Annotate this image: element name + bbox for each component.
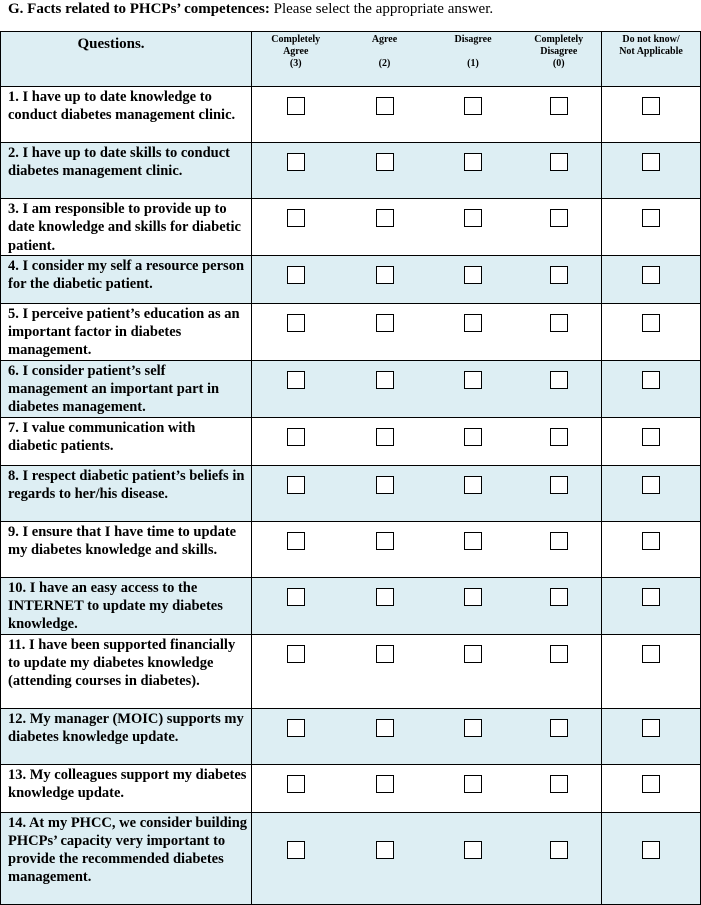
question-text: 3. I am responsible to provide up to date knowledge and skills for diabetic patient. [1, 199, 252, 256]
questions-column-header: Questions. [1, 32, 252, 87]
agree-checkbox[interactable] [376, 775, 394, 793]
agree-cell [340, 764, 430, 812]
disagree-cell [430, 255, 517, 303]
agree-cell [340, 255, 430, 303]
agree-cell [340, 143, 430, 199]
completely-disagree-checkbox[interactable] [550, 719, 568, 737]
dont-know-checkbox[interactable] [642, 588, 660, 606]
agree-cell [340, 303, 430, 360]
disagree-label: Disagree [454, 34, 492, 45]
dont-know-cell [602, 417, 701, 465]
completely-disagree-checkbox[interactable] [550, 153, 568, 171]
disagree-checkbox[interactable] [464, 532, 482, 550]
question-text: 14. At my PHCC, we consider building PHCPs’ capacity very important to provide the recommended diabetes management. [1, 812, 252, 904]
agree-checkbox[interactable] [376, 476, 394, 494]
agree-cell [340, 199, 430, 256]
question-row [1, 303, 701, 360]
question-row [1, 465, 701, 521]
agree-cell [340, 521, 430, 577]
agree-cell [340, 634, 430, 708]
dont-know-checkbox[interactable] [642, 775, 660, 793]
disagree-cell [430, 87, 517, 143]
completely-agree-label: Completely Agree [271, 34, 321, 57]
completely-agree-checkbox[interactable] [287, 775, 305, 793]
question-text: 7. I value communication with diabetic patients. [1, 417, 252, 465]
disagree-cell [430, 360, 517, 417]
disagree-cell [430, 577, 517, 634]
completely-disagree-checkbox[interactable] [550, 371, 568, 389]
completely-disagree-header [517, 32, 602, 87]
completely-disagree-checkbox[interactable] [550, 476, 568, 494]
disagree-checkbox[interactable] [464, 209, 482, 227]
dont-know-cell [602, 812, 701, 904]
question-row [1, 360, 701, 417]
disagree-checkbox[interactable] [464, 153, 482, 171]
completely-agree-cell [252, 577, 340, 634]
question-row [1, 634, 701, 708]
question-text: 1. I have up to date knowledge to conduct diabetes management clinic. [1, 87, 252, 143]
dont-know-checkbox[interactable] [642, 97, 660, 115]
question-row [1, 764, 701, 812]
completely-disagree-cell [517, 87, 602, 143]
disagree-score: (1) [467, 58, 479, 69]
question-text: 11. I have been supported financially to update my diabetes knowledge (attending courses in diabetes). [1, 634, 252, 708]
completely-agree-checkbox[interactable] [287, 266, 305, 284]
completely-agree-checkbox[interactable] [287, 97, 305, 115]
agree-cell [340, 417, 430, 465]
agree-checkbox[interactable] [376, 371, 394, 389]
completely-agree-cell [252, 360, 340, 417]
dont-know-cell [602, 199, 701, 256]
agree-checkbox[interactable] [376, 645, 394, 663]
agree-cell [340, 812, 430, 904]
completely-agree-checkbox[interactable] [287, 588, 305, 606]
completely-agree-checkbox[interactable] [287, 428, 305, 446]
dont-know-checkbox[interactable] [642, 153, 660, 171]
question-row [1, 577, 701, 634]
completely-disagree-cell [517, 521, 602, 577]
completely-agree-checkbox[interactable] [287, 719, 305, 737]
section-heading [8, 0, 493, 18]
question-text: 10. I have an easy access to the INTERNET to update my diabetes knowledge. [1, 577, 252, 634]
completely-agree-cell [252, 303, 340, 360]
completely-agree-header [252, 32, 340, 87]
completely-agree-checkbox[interactable] [287, 532, 305, 550]
dont-know-cell [602, 255, 701, 303]
agree-checkbox[interactable] [376, 532, 394, 550]
disagree-checkbox[interactable] [464, 775, 482, 793]
dont-know-cell [602, 634, 701, 708]
completely-agree-cell [252, 87, 340, 143]
dont-know-cell [602, 764, 701, 812]
question-text: 13. My colleagues support my diabetes knowledge update. [1, 764, 252, 812]
completely-disagree-checkbox[interactable] [550, 314, 568, 332]
header-row [1, 32, 701, 87]
disagree-cell [430, 143, 517, 199]
disagree-header [430, 32, 517, 87]
disagree-cell [430, 199, 517, 256]
dont-know-cell [602, 465, 701, 521]
completely-agree-cell [252, 143, 340, 199]
competences-table [0, 31, 701, 905]
dont-know-cell [602, 521, 701, 577]
completely-agree-cell [252, 521, 340, 577]
completely-disagree-cell [517, 465, 602, 521]
disagree-checkbox[interactable] [464, 266, 482, 284]
completely-agree-cell [252, 634, 340, 708]
dont-know-checkbox[interactable] [642, 476, 660, 494]
agree-checkbox[interactable] [376, 719, 394, 737]
completely-disagree-cell [517, 812, 602, 904]
dont-know-checkbox[interactable] [642, 428, 660, 446]
agree-header [340, 32, 430, 87]
dont-know-label: Do not know/ Not Applicable [619, 34, 683, 57]
completely-agree-cell [252, 764, 340, 812]
question-row [1, 708, 701, 764]
completely-disagree-cell [517, 360, 602, 417]
disagree-cell [430, 303, 517, 360]
disagree-checkbox[interactable] [464, 645, 482, 663]
question-text: 4. I consider my self a resource person for the diabetic patient. [1, 255, 252, 303]
dont-know-checkbox[interactable] [642, 841, 660, 859]
completely-agree-cell [252, 417, 340, 465]
completely-agree-cell [252, 708, 340, 764]
question-row [1, 143, 701, 199]
agree-cell [340, 465, 430, 521]
disagree-checkbox[interactable] [464, 371, 482, 389]
dont-know-cell [602, 708, 701, 764]
completely-disagree-checkbox[interactable] [550, 266, 568, 284]
completely-disagree-cell [517, 199, 602, 256]
completely-agree-checkbox[interactable] [287, 476, 305, 494]
completely-disagree-cell [517, 764, 602, 812]
agree-cell [340, 87, 430, 143]
question-row [1, 417, 701, 465]
completely-disagree-checkbox[interactable] [550, 209, 568, 227]
agree-label: Agree [371, 34, 398, 45]
dont-know-checkbox[interactable] [642, 532, 660, 550]
question-text: 9. I ensure that I have time to update my diabetes knowledge and skills. [1, 521, 252, 577]
disagree-checkbox[interactable] [464, 719, 482, 737]
disagree-cell [430, 417, 517, 465]
dont-know-checkbox[interactable] [642, 314, 660, 332]
question-text: 2. I have up to date skills to conduct diabetes management clinic. [1, 143, 252, 199]
completely-agree-checkbox[interactable] [287, 645, 305, 663]
disagree-checkbox[interactable] [464, 314, 482, 332]
completely-disagree-checkbox[interactable] [550, 775, 568, 793]
agree-checkbox[interactable] [376, 266, 394, 284]
disagree-checkbox[interactable] [464, 588, 482, 606]
completely-agree-score: (3) [289, 58, 302, 69]
disagree-checkbox[interactable] [464, 476, 482, 494]
dont-know-checkbox[interactable] [642, 645, 660, 663]
question-text: 5. I perceive patient’s education as an important factor in diabetes management. [1, 303, 252, 360]
agree-cell [340, 708, 430, 764]
completely-disagree-checkbox[interactable] [550, 588, 568, 606]
completely-disagree-cell [517, 255, 602, 303]
completely-disagree-cell [517, 634, 602, 708]
agree-cell [340, 577, 430, 634]
dont-know-cell [602, 303, 701, 360]
dont-know-cell [602, 87, 701, 143]
completely-disagree-cell [517, 143, 602, 199]
completely-disagree-cell [517, 577, 602, 634]
agree-cell [340, 360, 430, 417]
dont-know-header [602, 32, 701, 87]
dont-know-cell [602, 360, 701, 417]
disagree-checkbox[interactable] [464, 428, 482, 446]
completely-agree-checkbox[interactable] [287, 314, 305, 332]
section-heading-bold: G. Facts related to PHCPs’ competences: [8, 1, 270, 17]
completely-disagree-score: (0) [552, 58, 565, 69]
disagree-cell [430, 521, 517, 577]
completely-disagree-cell [517, 303, 602, 360]
disagree-cell [430, 634, 517, 708]
disagree-checkbox[interactable] [464, 841, 482, 859]
question-row [1, 812, 701, 904]
completely-disagree-checkbox[interactable] [550, 645, 568, 663]
agree-checkbox[interactable] [376, 153, 394, 171]
completely-disagree-checkbox[interactable] [550, 97, 568, 115]
agree-checkbox[interactable] [376, 97, 394, 115]
question-text: 12. My manager (MOIC) supports my diabetes knowledge update. [1, 708, 252, 764]
completely-agree-cell [252, 465, 340, 521]
completely-agree-cell [252, 199, 340, 256]
dont-know-cell [602, 143, 701, 199]
completely-agree-checkbox[interactable] [287, 153, 305, 171]
completely-disagree-checkbox[interactable] [550, 428, 568, 446]
dont-know-checkbox[interactable] [642, 266, 660, 284]
disagree-cell [430, 812, 517, 904]
completely-agree-checkbox[interactable] [287, 209, 305, 227]
dont-know-checkbox[interactable] [642, 719, 660, 737]
question-row [1, 199, 701, 256]
completely-disagree-checkbox[interactable] [550, 841, 568, 859]
question-row [1, 255, 701, 303]
section-heading-instruction: Please select the appropriate answer. [269, 1, 494, 17]
completely-disagree-cell [517, 708, 602, 764]
completely-agree-cell [252, 812, 340, 904]
completely-disagree-checkbox[interactable] [550, 532, 568, 550]
question-text: 6. I consider patient’s self management an important part in diabetes management. [1, 360, 252, 417]
completely-agree-checkbox[interactable] [287, 841, 305, 859]
dont-know-cell [602, 577, 701, 634]
question-row [1, 87, 701, 143]
question-text: 8. I respect diabetic patient’s beliefs in regards to her/his disease. [1, 465, 252, 521]
agree-checkbox[interactable] [376, 209, 394, 227]
completely-agree-cell [252, 255, 340, 303]
agree-score: (2) [378, 58, 391, 69]
disagree-cell [430, 764, 517, 812]
disagree-cell [430, 708, 517, 764]
completely-disagree-cell [517, 417, 602, 465]
dont-know-checkbox[interactable] [642, 371, 660, 389]
completely-disagree-label: Completely Disagree [534, 34, 584, 57]
agree-checkbox[interactable] [376, 428, 394, 446]
disagree-checkbox[interactable] [464, 97, 482, 115]
agree-checkbox[interactable] [376, 314, 394, 332]
agree-checkbox[interactable] [376, 588, 394, 606]
dont-know-checkbox[interactable] [642, 209, 660, 227]
disagree-cell [430, 465, 517, 521]
agree-checkbox[interactable] [376, 841, 394, 859]
completely-agree-checkbox[interactable] [287, 371, 305, 389]
question-row [1, 521, 701, 577]
